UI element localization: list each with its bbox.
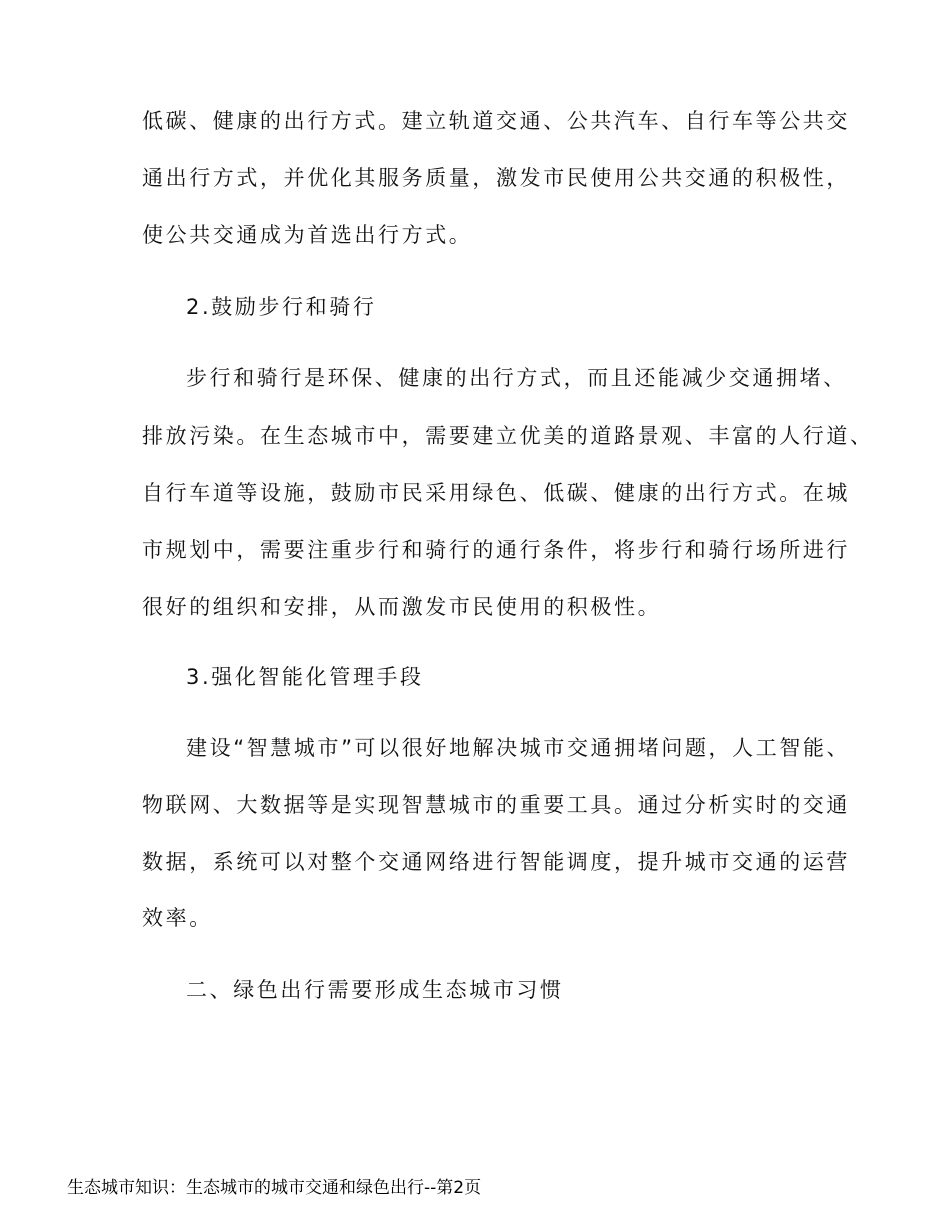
section-heading: 3.强化智能化管理手段 (186, 665, 424, 689)
body-line: 数据，系统可以对整个交通网络进行智能调度，提升城市交通的运营 (142, 850, 850, 874)
body-line: 物联网、大数据等是实现智慧城市的重要工具。通过分析实时的交通 (142, 793, 850, 817)
body-line: 步行和骑行是环保、健康的出行方式，而且还能减少交通拥堵、 (186, 366, 847, 390)
body-line: 通出行方式，并优化其服务质量，激发市民使用公共交通的积极性， (142, 166, 850, 190)
body-line: 自行车道等设施，鼓励市民采用绿色、低碳、健康的出行方式。在城 (142, 481, 850, 505)
body-line: 市规划中，需要注重步行和骑行的通行条件，将步行和骑行场所进行 (142, 538, 850, 562)
chapter-heading: 二、绿色出行需要形成生态城市习惯 (186, 978, 564, 1002)
body-line: 很好的组织和安排，从而激发市民使用的积极性。 (142, 595, 662, 619)
section-heading: 2.鼓励步行和骑行 (186, 295, 377, 319)
body-line: 效率。 (142, 906, 213, 930)
body-line: 低碳、健康的出行方式。建立轨道交通、公共汽车、自行车等公共交 (142, 109, 850, 133)
page-footer: 生态城市知识：生态城市的城市交通和绿色出行--第2页 (67, 1178, 482, 1198)
body-line: 使公共交通成为首选出行方式。 (142, 223, 473, 247)
body-line: 建设“智慧城市”可以很好地解决城市交通拥堵问题，人工智能、 (186, 736, 851, 760)
body-line: 排放污染。在生态城市中，需要建立优美的道路景观、丰富的人行道、 (142, 424, 874, 448)
